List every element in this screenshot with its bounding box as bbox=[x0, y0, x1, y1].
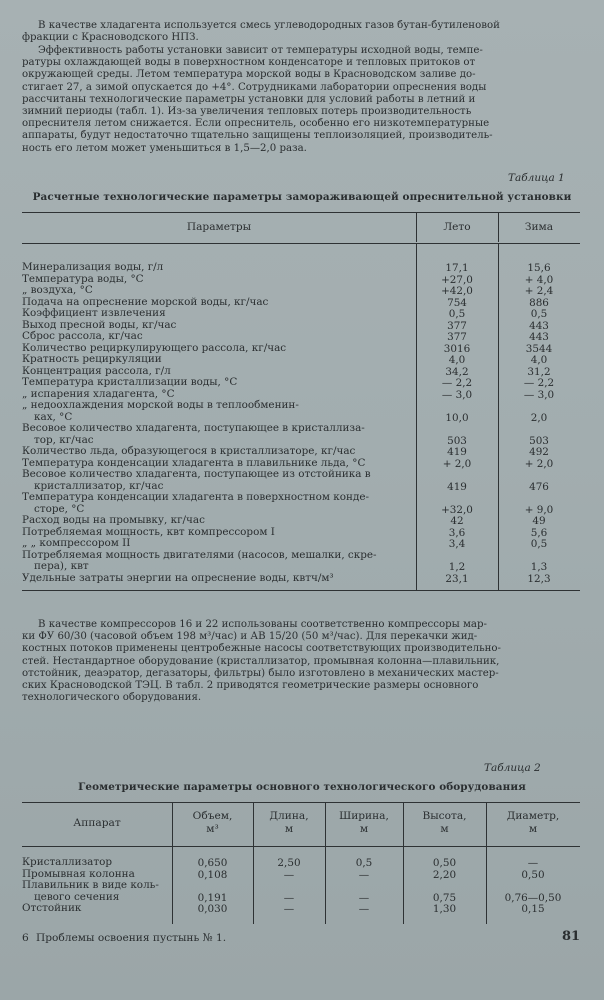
table2-header-line: м bbox=[359, 823, 369, 835]
table1-cell-summer: +42,0 bbox=[441, 285, 473, 297]
table1-cell-winter: 2,0 bbox=[530, 411, 548, 424]
table1-cell-summer: 10,0 bbox=[445, 411, 469, 424]
table1-col-divider bbox=[498, 243, 499, 590]
table1-row-label-line: пера), квт bbox=[34, 560, 89, 572]
paragraph-line: Эффективность работы установки зависит от температуры исходной воды, темпе- bbox=[38, 45, 483, 56]
table2-cell-height: 0,50 bbox=[432, 857, 457, 869]
paragraph-line: отстойник, деаэратор, дегазаторы, фильтры) было изготовлено в механических мастер- bbox=[22, 667, 499, 679]
paragraph-line: технологического оборудования. bbox=[22, 692, 202, 704]
signature-mark: 6 bbox=[22, 932, 29, 944]
table1-header-rule bbox=[22, 243, 580, 244]
table1-row-label-line: Коэффициент извлечения bbox=[22, 307, 166, 319]
table2-cell-length: 2,50 bbox=[277, 857, 301, 869]
table1-row-label bbox=[22, 423, 412, 446]
table2-cell-length: — bbox=[283, 903, 295, 916]
table1-cell-winter: 12,3 bbox=[527, 572, 551, 585]
table1-label: Таблица 1 bbox=[508, 172, 565, 184]
table1-row-label-line: Кратность рециркуляции bbox=[22, 353, 162, 365]
table2-header-line: Длина, bbox=[269, 810, 309, 822]
table2-cell-diameter: 0,15 bbox=[521, 903, 545, 916]
paragraph-line: окружающей среды. Летом температура морской воды в Красноводском заливе до- bbox=[22, 69, 476, 81]
table1-bottom-rule bbox=[22, 590, 580, 591]
table2-header-cell bbox=[172, 810, 253, 836]
paragraph-line: В качестве компрессоров 16 и 22 использованы соответственно компрессоры мар- bbox=[38, 619, 487, 630]
table1-cell-winter: 31,2 bbox=[527, 365, 551, 378]
table1-cell-summer: 419 bbox=[447, 480, 467, 493]
paragraph-line: зимний периоды (табл. 1). Из-за увеличения тепловых потерь производительность bbox=[22, 106, 472, 118]
table1-cell-winter: + 2,0 bbox=[524, 457, 554, 470]
table1-row-label-line: „ испарения хладагента, °С bbox=[22, 387, 175, 400]
paragraph-line: стей. Нестандартное оборудование (кристаллизатор, промывная колонна—плавильник, bbox=[22, 655, 500, 667]
table2-cell-length: — bbox=[283, 891, 295, 904]
table1-row-label-line: Весовое количество хладагента, поступающее в кристаллиза- bbox=[22, 422, 365, 434]
table2-cell-diameter: 0,50 bbox=[521, 868, 545, 881]
page-number: 81 bbox=[562, 929, 581, 944]
table1-row-label bbox=[22, 400, 412, 423]
table1-row-label bbox=[22, 469, 412, 492]
table2-cell-diameter: 0,76—0,50 bbox=[504, 891, 562, 904]
table1-cell-summer: 3,6 bbox=[448, 526, 466, 539]
table1-title: Расчетные технологические параметры замораживающей опреснительной установки bbox=[32, 191, 572, 203]
table1-cell-summer: 34,2 bbox=[445, 365, 469, 378]
table1-row-label bbox=[22, 446, 412, 458]
table2-header-cell bbox=[22, 817, 172, 830]
table2-top-rule bbox=[22, 802, 580, 803]
table1-row-label bbox=[22, 550, 412, 573]
table1-cell-summer: 3,4 bbox=[448, 538, 466, 550]
table1-cell-summer: — 3,0 bbox=[441, 388, 473, 401]
table1-cell-summer: 3016 bbox=[443, 342, 471, 355]
paragraph-line: опреснителя летом снижается. Если опреснитель, особенно его низкотемпературные bbox=[22, 118, 490, 130]
table1-cell-winter: + 2,4 bbox=[524, 285, 554, 297]
table2-cell-volume: 0,108 bbox=[197, 868, 228, 881]
table1-row-label-line: Минерализация воды, г/л bbox=[22, 261, 164, 273]
table1-row-label-line: Потребляемая мощность двигателями (насосов, мешалки, скре- bbox=[22, 548, 377, 561]
compressor-paragraph bbox=[22, 619, 580, 704]
table1-cell-winter: 49 bbox=[532, 515, 546, 527]
table1-cell-winter: — 2,2 bbox=[523, 377, 555, 389]
table1-row-label bbox=[22, 308, 412, 320]
table1-cell-winter: 4,0 bbox=[530, 354, 548, 366]
table1-row-label-line: Удельные затраты энергии на опреснение воды, квтч/м³ bbox=[22, 571, 334, 584]
table1-cell-summer: 23,1 bbox=[445, 572, 469, 585]
table1-row-label-line: Температура конденсации хладагента в поверхностном конде- bbox=[22, 491, 369, 503]
table2-cell-length: — bbox=[283, 868, 295, 881]
table2-header-line: м bbox=[284, 823, 294, 835]
table1-cell-summer: 419 bbox=[447, 446, 467, 458]
paragraph-line: ских Красноводской ТЭЦ. В табл. 2 приводятся геометрические размеры основного bbox=[22, 680, 479, 692]
table1-cell-winter: 3544 bbox=[525, 342, 553, 355]
table1-row-label-line: Температура кристаллизации воды, °С bbox=[22, 376, 238, 388]
table1-cell-summer: — 2,2 bbox=[441, 377, 473, 389]
table1-row-label bbox=[22, 377, 412, 389]
journal-footer: Проблемы освоения пустынь № 1. bbox=[36, 932, 227, 944]
table2-header-line: м bbox=[528, 823, 538, 835]
table1-header-summer: Лето bbox=[443, 221, 471, 233]
table1-cell-summer: +32,0 bbox=[441, 503, 473, 516]
table2-cell-height: 0,75 bbox=[432, 891, 457, 904]
table1-cell-winter: + 4,0 bbox=[524, 273, 554, 286]
table1-cell-winter: 443 bbox=[529, 331, 549, 343]
table1-row-label-line: „ воздуха, °С bbox=[22, 284, 93, 296]
table1-row-label bbox=[22, 331, 412, 343]
table1-row-label-line: Количество рециркулирующего рассола, кг/час bbox=[22, 341, 287, 354]
table1-row-label bbox=[22, 354, 412, 366]
table1-row-label-line: сторе, °С bbox=[34, 502, 85, 515]
paragraph-line: костных потоков применены центробежные насосы соответствующих производительно- bbox=[22, 643, 501, 655]
table1-cell-summer: 1,2 bbox=[448, 561, 466, 573]
table1-top-rule bbox=[22, 212, 580, 213]
table1-cell-summer: 377 bbox=[447, 331, 467, 343]
paragraph-line: рассчитаны технологические параметры установки для условий работы в летний и bbox=[22, 93, 476, 105]
table2-cell-width: — bbox=[358, 891, 370, 904]
table2-header-line: Диаметр, bbox=[506, 810, 560, 822]
table1-header-winter: Зима bbox=[524, 221, 554, 233]
table1-cell-winter: 0,5 bbox=[530, 538, 548, 550]
table1-cell-winter: + 9,0 bbox=[524, 503, 554, 516]
table1-cell-winter: 0,5 bbox=[530, 308, 548, 320]
table1-row-label-line: тор, кг/час bbox=[34, 433, 94, 446]
table2-header-rule bbox=[22, 846, 580, 847]
table1-cell-winter: 443 bbox=[529, 319, 549, 332]
table1-row-label-line: кристаллизатор, кг/час bbox=[34, 479, 164, 492]
table1-row-label-line: „ недоохлаждения морской воды в теплообменин- bbox=[22, 399, 299, 411]
intro-paragraph bbox=[22, 20, 580, 44]
paragraph-line: ки ФУ 60/30 (часовой объем 198 м³/час) и АВ 15/20 (50 м³/час). Для перекачки жид- bbox=[22, 631, 478, 643]
table1-row-label bbox=[22, 515, 412, 527]
table1-header-params: Параметры bbox=[186, 221, 252, 233]
table2-cell-volume: 0,030 bbox=[197, 903, 228, 916]
efficiency-paragraph bbox=[22, 45, 580, 155]
table2-header-cell bbox=[325, 810, 403, 836]
table1-row-label-line: „ „ компрессором II bbox=[22, 537, 131, 549]
table1-row-label-line: Количество льда, образующегося в кристаллизаторе, кг/час bbox=[22, 445, 356, 457]
table2-header-cell bbox=[486, 810, 580, 836]
table1-cell-winter: 503 bbox=[529, 434, 549, 447]
table1-cell-winter: 492 bbox=[529, 446, 549, 458]
table2-row-label-line: Кристаллизатор bbox=[22, 856, 113, 868]
table2-row-label-line: Промывная колонна bbox=[22, 867, 135, 880]
paragraph-line: аппараты, будут недостаточно тщательно защищены теплоизоляцией, производитель- bbox=[22, 130, 493, 142]
table2-header-cell bbox=[403, 810, 486, 836]
paragraph-line: фракции с Красноводского НПЗ. bbox=[22, 32, 199, 44]
paragraph-line: стигает 27, а зимой опускается до +4°. Сотрудниками лаборатории опреснения воды bbox=[22, 81, 487, 93]
table2-cell-diameter: — bbox=[527, 857, 539, 869]
table2-cell-volume: 0,191 bbox=[197, 891, 228, 904]
table1-row-label bbox=[22, 285, 412, 297]
table2-header-line: Аппарат bbox=[73, 817, 121, 829]
paragraph-line: ратуры охлаждающей воды в поверхностном конденсаторе и тепловых притоков от bbox=[22, 57, 476, 69]
paragraph-line: В качестве хладагента используется смесь углеводородных газов бутан-бутиленовой bbox=[38, 20, 500, 31]
table1-cell-summer: + 2,0 bbox=[442, 457, 472, 470]
table1-row-label bbox=[22, 492, 412, 515]
table1-cell-winter: 5,6 bbox=[530, 526, 548, 539]
table2-cell-width: — bbox=[358, 868, 370, 881]
table1-row-label-line: Весовое количество хладагента, поступающее из отстойника в bbox=[22, 468, 371, 480]
table2-row-label bbox=[22, 880, 170, 903]
table1-cell-summer: 377 bbox=[447, 319, 467, 332]
table2-header-cell bbox=[253, 810, 325, 836]
table1-cell-summer: 4,0 bbox=[448, 354, 466, 366]
table2-row-label bbox=[22, 857, 170, 869]
table2-row-label-line: цевого сечения bbox=[34, 890, 120, 903]
table2-cell-width: 0,5 bbox=[355, 857, 373, 869]
table1-cell-winter: — 3,0 bbox=[523, 388, 555, 401]
table1-cell-summer: +27,0 bbox=[441, 273, 473, 286]
table1-row-label-line: Концентрация рассола, г/л bbox=[22, 364, 171, 377]
table2-row-label bbox=[22, 903, 170, 915]
paragraph-line: ность его летом может уменьшиться в 1,5—2,0 раза. bbox=[22, 142, 307, 154]
table2-row-label-line: Отстойник bbox=[22, 902, 82, 915]
table1-row-label-line: Температура конденсации хладагента в плавильнике льда, °С bbox=[22, 456, 366, 469]
table2-header-line: м bbox=[440, 823, 449, 835]
table1-cell-winter: 886 bbox=[529, 296, 549, 309]
table2-row-label-line: Плавильник в виде коль- bbox=[22, 879, 159, 892]
table1-row-label-line: Подача на опреснение морской воды, кг/час bbox=[22, 295, 269, 308]
table1-row-label bbox=[22, 573, 412, 585]
table2-cell-height: 1,30 bbox=[432, 903, 457, 916]
table2-label: Таблица 2 bbox=[484, 762, 541, 774]
table2-cell-volume: 0,650 bbox=[197, 857, 228, 869]
table1-cell-winter: 1,3 bbox=[530, 561, 548, 573]
table1-cell-summer: 42 bbox=[450, 515, 464, 527]
table2-header-line: м³ bbox=[206, 823, 219, 835]
table1-cell-summer: 503 bbox=[447, 434, 467, 447]
table1-row-label bbox=[22, 538, 412, 550]
table2-cell-width: — bbox=[358, 903, 370, 916]
table1-cell-winter: 476 bbox=[529, 480, 549, 493]
table1-row-label-line: Температура воды, °С bbox=[22, 272, 144, 285]
table2-cell-height: 2,20 bbox=[432, 868, 457, 881]
table1-cell-summer: 754 bbox=[447, 296, 467, 309]
table1-cell-summer: 17,1 bbox=[445, 262, 469, 274]
table2-header-line: Объем, bbox=[192, 810, 233, 822]
table1-row-label-line: ках, °С bbox=[34, 410, 73, 423]
table2-title: Геометрические параметры основного технологического оборудования bbox=[78, 781, 526, 793]
table1-row-label-line: Выход пресной воды, кг/час bbox=[22, 318, 177, 331]
table2-header-line: Ширина, bbox=[339, 810, 389, 822]
table1-cell-summer: 0,5 bbox=[448, 308, 466, 320]
table1-row-label bbox=[22, 262, 412, 274]
table2-header-line: Высота, bbox=[422, 810, 467, 822]
table1-row-label-line: Расход воды на промывку, кг/час bbox=[22, 514, 205, 526]
table1-cell-winter: 15,6 bbox=[527, 262, 551, 274]
table1-row-label-line: Сброс рассола, кг/час bbox=[22, 330, 143, 342]
table1-col-divider bbox=[416, 243, 417, 590]
table1-row-label-line: Потребляемая мощность, квт компрессором I bbox=[22, 525, 275, 538]
